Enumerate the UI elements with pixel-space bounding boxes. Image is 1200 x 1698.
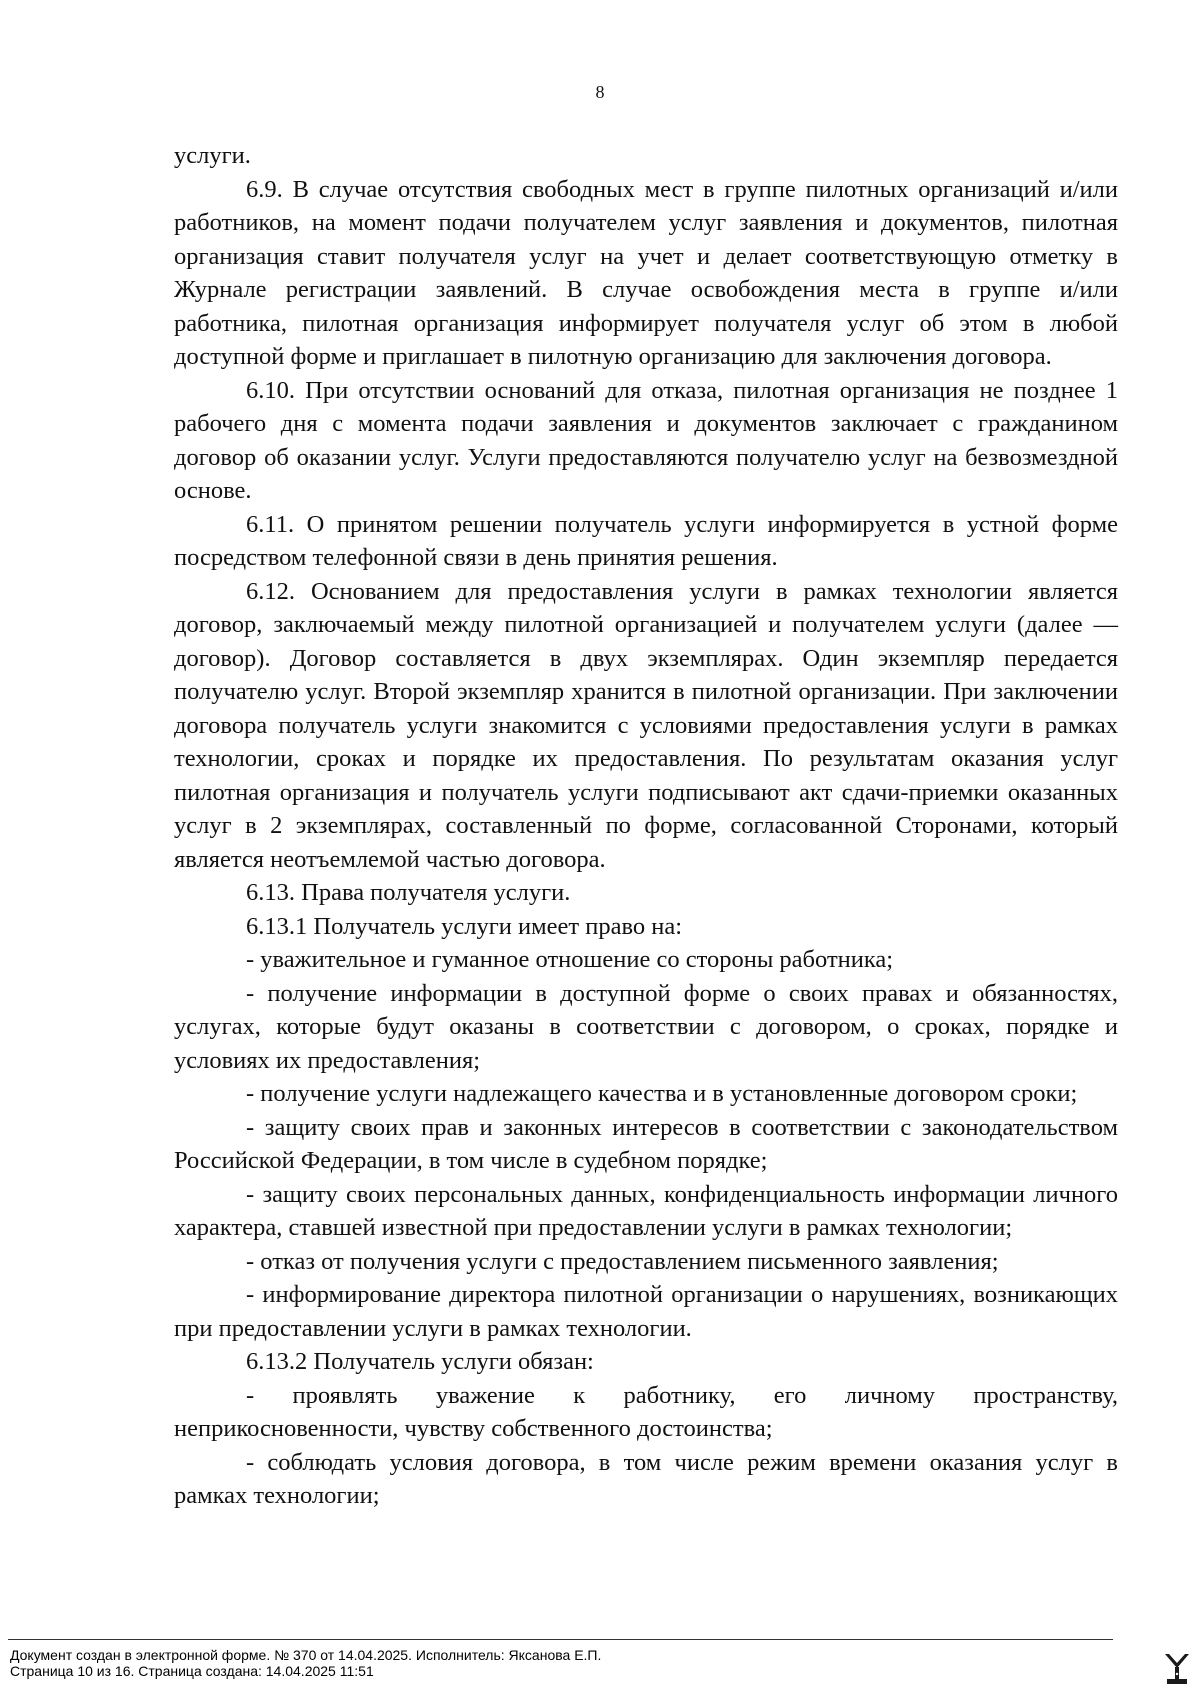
list-item-rights-protection: - защиту своих прав и законных интересов в соответствии с законодательством Российской Федерации, в том числе в судебном порядке; — [174, 1113, 1118, 1174]
list-item-personal-data: - защиту своих персональных данных, конфиденциальность информации личного характера, ставшей известной при предоставлении услуги в рамках технологии; — [174, 1180, 1118, 1241]
document-footer — [10, 1647, 601, 1679]
list-item-comply-contract: - соблюдать условия договора, в том числе режим времени оказания услуг в рамках технологии; — [174, 1448, 1118, 1509]
paragraph-6-13: 6.13. Права получателя услуги. — [246, 879, 571, 906]
paragraph-6-13-1: 6.13.1 Получатель услуги имеет право на: — [246, 912, 683, 940]
page-number: 8 — [595, 82, 605, 102]
list-item-information: - получение информации в доступной форме о своих правах и обязанностях, услугах, которые будут оказаны в соответствии с договором, о сроках, порядке и условиях их предоставления; — [174, 979, 1118, 1074]
paragraph-6-12: 6.12. Основанием для предоставления услуги в рамках технологии является договор, заключаемый между пилотной организацией и получателем услуги (далее — договор). Договор составляется в двух экземплярах. Один экземпляр передается получателю услуг. Второй экземпляр хранится в пилотной организации. При заключении договора получатель услуги знакомится с условиями предоставления услуги в рамках технологии, сроках и порядке их предоставления. По результатам оказания услуг пилотная организация и получатель услуги подписывают акт сдачи-приемки оказанных услуг в 2 экземплярах, составленный по форме, согласованной Сторонами, который является неотъемлемой частью договора. — [174, 577, 1118, 873]
list-item-refusal: - отказ от получения услуги с предоставлением письменного заявления; — [246, 1247, 999, 1275]
paragraph-6-9: 6.9. В случае отсутствия свободных мест в группе пилотных организаций и/или работников, на момент подачи получателем услуг заявления и документов, пилотная организация ставит получателя услуг на учет и делает соответствующую отметку в Журнале регистрации заявлений. В случае освобождения места в группе и/или работника, пилотная организация информирует получателя услуг об этом в любой доступной форме и приглашает в пилотную организацию для заключения договора. — [174, 175, 1118, 370]
footer-page-info: Страница 10 из 16. Страница создана: 14.04.2025 11:51 — [10, 1663, 374, 1679]
list-item-respect: - уважительное и гуманное отношение со стороны работника; — [246, 946, 894, 973]
document-body — [174, 139, 1118, 1513]
footer-document-info: Документ создан в электронной форме. № 370 от 14.04.2025. Исполнитель: Яксанова Е.П. — [10, 1647, 602, 1663]
list-item-quality: - получение услуги надлежащего качества и в установленные договором сроки; — [246, 1080, 1078, 1107]
emblem-icon — [1163, 1652, 1191, 1686]
list-item-informing-director: - информирование директора пилотной организации о нарушениях, возникающих при предоставлении услуги в рамках технологии. — [174, 1281, 1118, 1342]
paragraph-continuation: услуги. — [174, 142, 251, 169]
paragraph-6-10: 6.10. При отсутствии оснований для отказа, пилотная организация не позднее 1 рабочего дня с момента подачи заявления и документов заключает с гражданином договор об оказании услуг. Услуги предоставляются получателю услуг на безвозмездной основе. — [174, 376, 1118, 504]
paragraph-6-11: 6.11. О принятом решении получатель услуги информируется в устной форме посредством телефонной связи в день принятия решения. — [174, 510, 1118, 571]
footer-divider — [8, 1639, 1113, 1640]
paragraph-6-13-2: 6.13.2 Получатель услуги обязан: — [246, 1348, 594, 1375]
list-item-show-respect: - проявлять уважение к работнику, его личному пространству, неприкосновенности, чувству собственного достоинства; — [174, 1381, 1118, 1442]
